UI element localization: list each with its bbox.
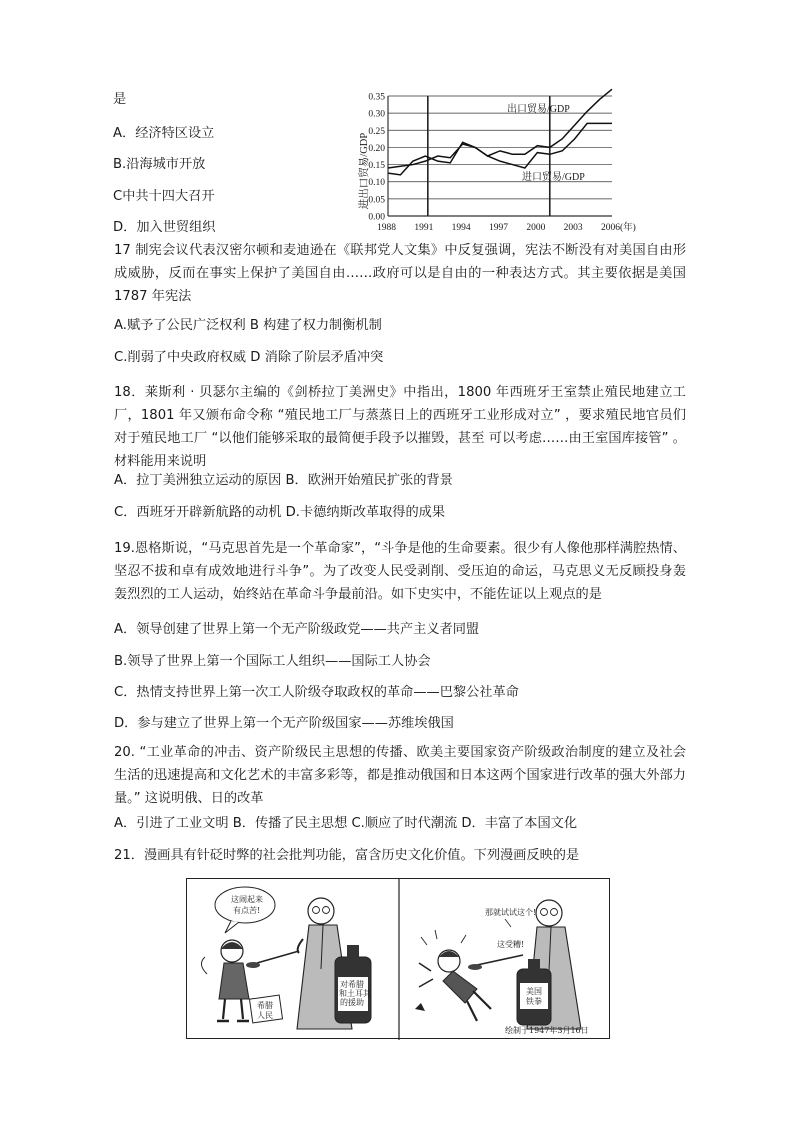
left-sign-line2: 人民	[257, 1011, 273, 1020]
x-tick-label: 1997	[489, 223, 508, 233]
chart-series	[388, 89, 612, 175]
y-tick-label: 0.00	[368, 212, 385, 223]
q20-options: A．引进了工业文明 B．传播了民主思想 C.顺应了时代潮流 D．丰富了本国文化	[114, 816, 578, 831]
left-sign-line1: 希腊	[257, 1001, 273, 1010]
left-panel	[201, 887, 372, 1029]
trade-gdp-line-chart	[350, 86, 636, 238]
y-tick-label: 0.05	[368, 195, 385, 206]
x-tick-label: 1994	[451, 223, 471, 233]
cartoon-drawing	[187, 879, 611, 1040]
q16-option-c: C中共十四大召开	[113, 189, 215, 204]
right-bottle-line2: 铁拳	[526, 997, 542, 1006]
q19-option-b: B.领导了世界上第一个国际工人组织——国际工人协会	[114, 654, 431, 669]
q18-stem: 18．莱斯利 · 贝瑟尔主编的《剑桥拉丁美洲史》中指出，1800 年西班牙王室禁止殖民地建立工厂，1801 年又颁布命令称 “殖民地工厂与蒸蒸日上的西班牙工业形成对立” ，要求殖民地官员们对于殖民地工厂 “以他们能够采取的最简便手段予以摧毁，甚至 可以考虑……由王室国库接管” 。材料能用来说明	[114, 385, 686, 469]
x-tick-label: 2000	[526, 223, 546, 233]
q16-option-a: A．经济特区设立	[113, 126, 215, 141]
q17-options-cd: C.削弱了中央政府权威 D 消除了阶层矛盾冲突	[114, 350, 384, 365]
q16-option-d: D．加入世贸组织	[113, 220, 216, 235]
x-tick-labels	[377, 221, 636, 233]
q19-option-a: A．领导创建了世界上第一个无产阶级政党——共产主义者同盟	[114, 622, 480, 637]
q20-stem: 20. “工业革命的冲击、资产阶级民主思想的传播、欧美主要国家资产阶级政治制度的建立及社会生活的迅速提高和文化艺术的丰富多彩等，都是推动俄国和日本这两个国家进行改革的强大外部力量。” 这说明俄、日的改革	[114, 745, 686, 806]
import-series-label: 进口贸易/GDP	[522, 172, 585, 183]
x-tick-label: 2003	[563, 223, 583, 233]
left-bottle-line2: 和土耳其	[339, 989, 371, 998]
q18-options-cd: C．西班牙开辟新航路的动机 D.卡德纳斯改革取得的成果	[114, 505, 446, 520]
y-tick-label: 0.15	[368, 161, 385, 172]
q17-stem: 17 制宪会议代表汉密尔顿和麦迪逊在《联邦党人文集》中反复强调，宪法不断没有对美国自由形成威胁，反而在事实上保护了美国自由……政府可以是自由的一种表达方式。其主要依据是美国 1787 年宪法	[114, 243, 686, 304]
right-cry: 这受糟!	[497, 940, 525, 949]
q21-stem: 21．漫画具有针砭时弊的社会批判功能，富含历史文化价值。下列漫画反映的是	[114, 848, 580, 863]
y-tick-label: 0.30	[368, 109, 385, 120]
export-series-label: 出口贸易/GDP	[507, 104, 570, 115]
q19-stem: 19.恩格斯说，“马克思首先是一个革命家”，“斗争是他的生命要素。很少有人像他那样满腔热情、坚忍不拔和卓有成效地进行斗争”。为了改变人民受剥削、受压迫的命运，马克思义无反顾投身轰轰烈烈的工人运动，始终站在革命斗争最前沿。如下史实中，不能佐证以上观点的是	[114, 541, 686, 602]
left-bottle-line1: 对希腊	[340, 980, 364, 989]
q16-stem-tail: 是	[113, 92, 127, 107]
y-axis-label: 进出口贸易/GDP	[359, 132, 370, 210]
right-panel	[415, 900, 581, 1029]
q19-option-d: D．参与建立了世界上第一个无产阶级国家——苏维埃俄国	[114, 716, 454, 731]
y-tick-label: 0.10	[368, 178, 385, 189]
x-tick-label: 1991	[414, 223, 434, 233]
cartoon-caption: 绘制于1947年3月16日	[505, 1026, 589, 1035]
y-tick-labels	[368, 93, 385, 223]
right-bubble: 那就试试这个!	[485, 908, 537, 917]
y-tick-label: 0.35	[368, 92, 385, 103]
right-bottle-line1: 美国	[526, 987, 542, 996]
q17-options-ab: A.赋予了公民广泛权利 B 构建了权力制衡机制	[114, 318, 382, 333]
q18-options-ab: A．拉丁美洲独立运动的原因 B．欧洲开始殖民扩张的背景	[114, 473, 453, 488]
chart-grid	[388, 96, 612, 216]
political-cartoon	[186, 878, 610, 1039]
q16-option-b: B.沿海城市开放	[113, 157, 206, 172]
x-tick-label: 1988	[377, 223, 396, 233]
y-tick-label: 0.25	[368, 126, 385, 137]
x-tick-label: 2006(年)	[601, 223, 636, 233]
left-bubble-line2: 有点苦!	[233, 906, 261, 915]
left-bubble-line1: 这闹起来	[231, 895, 263, 904]
y-tick-label: 0.20	[368, 143, 385, 154]
left-bottle-line3: 的援助	[340, 998, 364, 1007]
q19-option-c: C．热情支持世界上第一次工人阶级夺取政权的革命——巴黎公社革命	[114, 685, 519, 700]
